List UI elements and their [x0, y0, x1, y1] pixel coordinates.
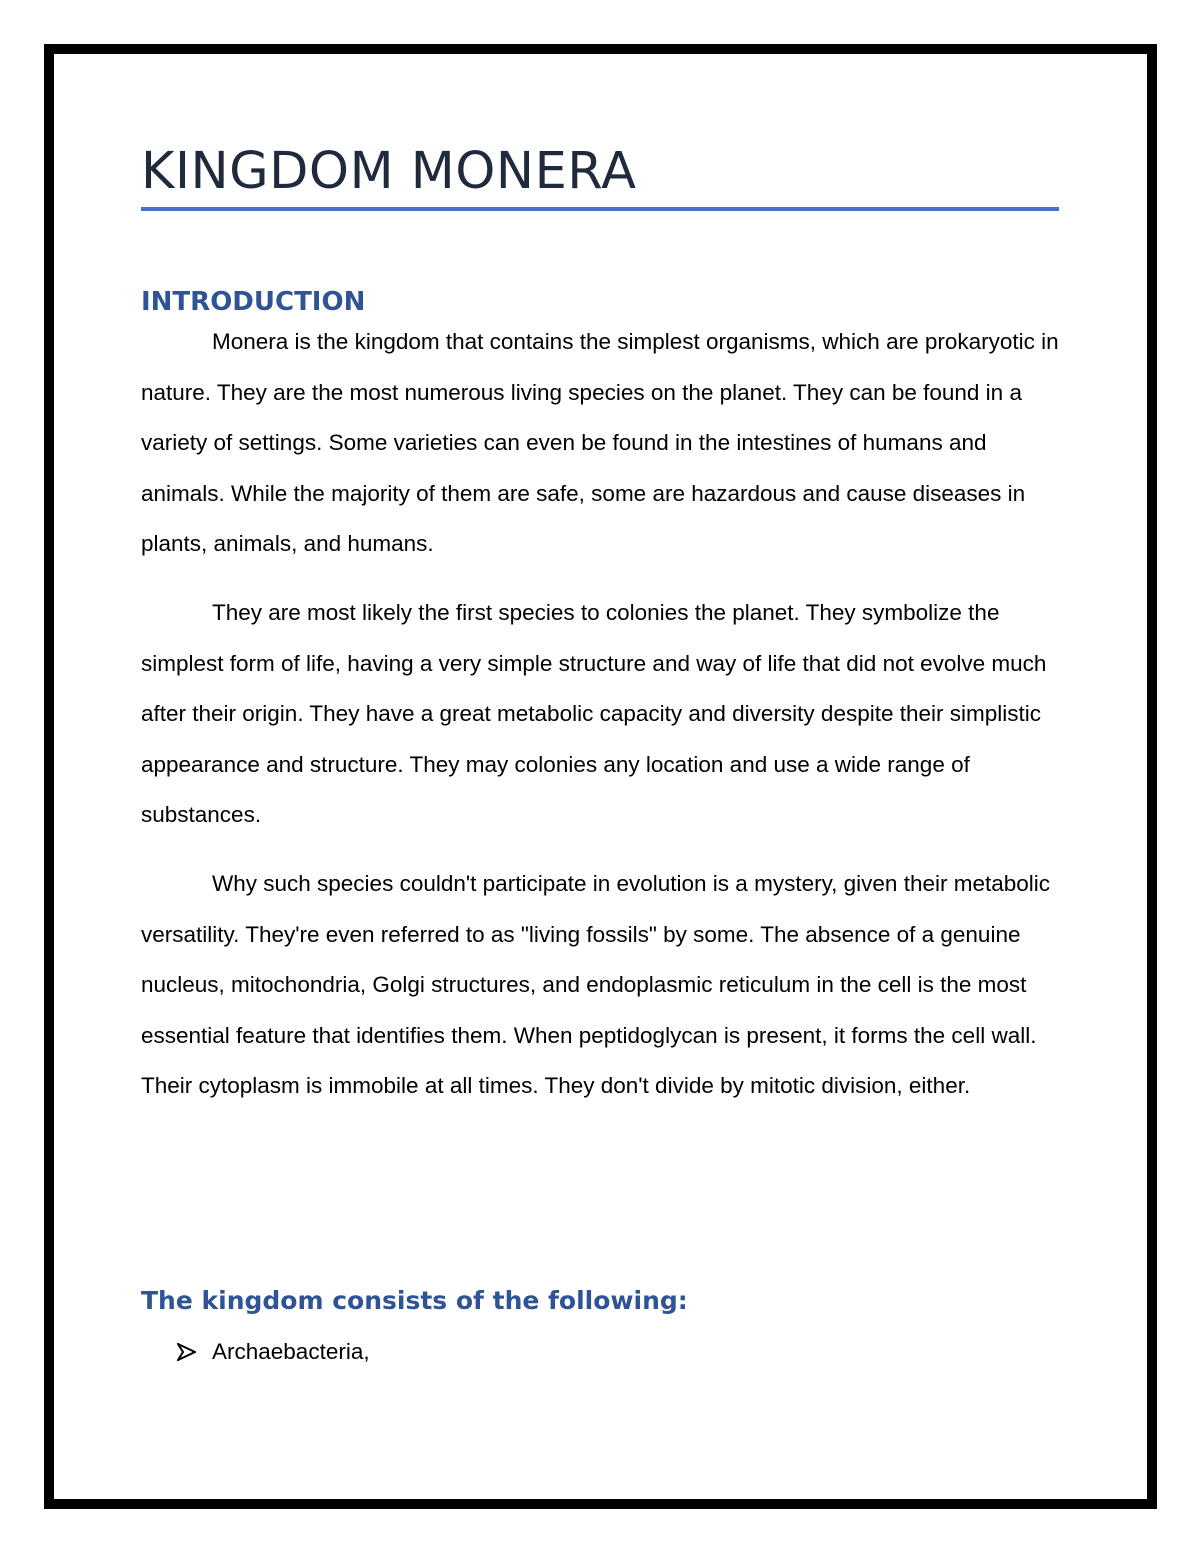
kingdom-list-heading: The kingdom consists of the following:	[141, 1286, 688, 1315]
introduction-paragraph-2: They are most likely the first species to colonies the planet. They symbolize the simplest form of life, having a very simple structure and way of life that did not evolve much after their origin. They have a great metabolic capacity and diversity despite their simplistic appearance and structure. They may colonies any location and use a wide range of substances.	[141, 600, 1047, 827]
list-item-text: Archaebacteria,	[212, 1339, 370, 1364]
introduction-paragraph-1: Monera is the kingdom that contains the simplest organisms, which are prokaryotic in nature. They are the most numerous living species on the planet. They can be found in a variety of settings. Some varieties can even be found in the intestines of humans and animals. While the majority of them are safe, some are hazardous and cause diseases in plants, animals, and humans.	[141, 329, 1059, 556]
introduction-heading: INTRODUCTION	[141, 287, 366, 317]
introduction-paragraph-3: Why such species couldn't participate in evolution is a mystery, given their metabolic versatility. They're even referred to as "living fossils" by some. The absence of a genuine nucleus, mitochondria, Golgi structures, and endoplasmic reticulum in the cell is the most essential feature that identifies them. When peptidoglycan is present, it forms the cell wall. Their cytoplasm is immobile at all times. They don't divide by mitotic division, either.	[141, 871, 1051, 1098]
document-title: KINGDOM MONERA	[141, 142, 637, 201]
arrowhead-bullet-icon	[177, 1330, 196, 1361]
title-underline-rule	[141, 207, 1059, 211]
